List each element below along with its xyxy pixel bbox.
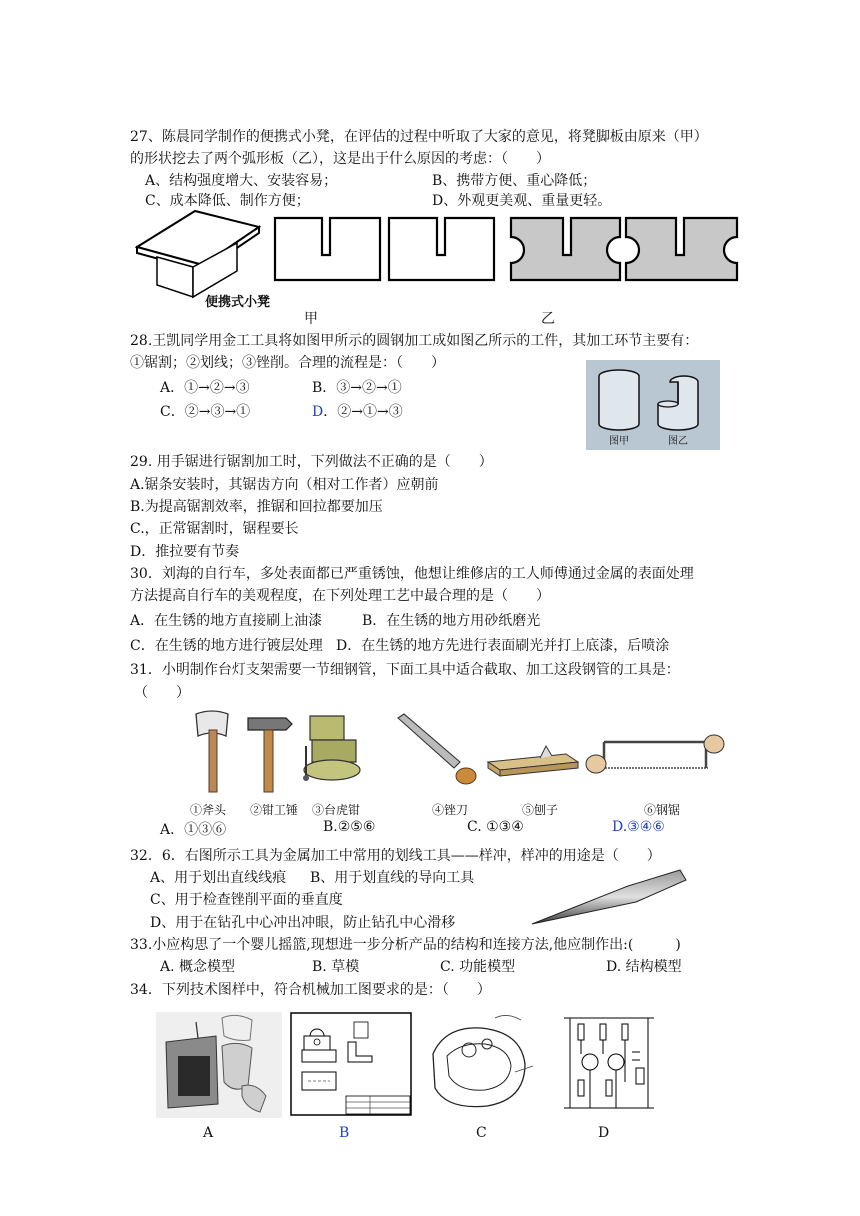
tool-1-label: ①斧头 [190, 803, 227, 817]
q31-option-b: B.②⑤⑥ [323, 819, 376, 835]
q28-stem-line1: 28.王凯同学用金工工具将如图甲所示的圆钢加工成如图乙所示的工件，其加工环节主要有： [130, 333, 699, 349]
plate-jia-figure [272, 215, 497, 283]
q34-label-c: C [476, 1125, 487, 1141]
q29-option-c: C.，正常锯割时，锯程要长 [130, 521, 299, 537]
q34-label-a: A [203, 1125, 214, 1141]
q33-stem: 33.小应构思了一个婴儿摇篮,现想进一步分析产品的结构和连接方法,他应制作出:( ) [130, 937, 681, 953]
q31-stem-line2: （ ） [134, 685, 190, 701]
drawing-a-sketch-render [156, 1012, 282, 1118]
q28-option-b: B．③→②→① [312, 380, 402, 396]
label-yi: 乙 [541, 311, 555, 327]
q31-stem-line1: 31．小明制作台灯支架需要一节细钢管，下面工具中适合截取、加工这段钢管的工具是： [130, 662, 680, 678]
q32-stem: 32．6．右图所示工具为金属加工中常用的划线工具——样冲，样冲的用途是（ ） [130, 848, 661, 864]
q28-option-c: C．②→③→① [160, 404, 251, 420]
portable-stool-figure [135, 205, 265, 300]
q30-option-c: C．在生锈的地方进行镀层处理 [130, 638, 323, 654]
stool-caption: 便携式小凳 [205, 295, 271, 310]
q29-stem: 29. 用手锯进行锯割加工时，下列做法不正确的是（ ） [130, 454, 493, 470]
fig-jia-label: 图甲 [609, 436, 629, 447]
q31-option-a: A．①③⑥ [160, 822, 227, 838]
q30-stem-line1: 30．刘海的自行车，多处表面都已严重锈蚀，他想让维修店的工人师傅通过金属的表面处理 [130, 566, 694, 582]
q34-label-b: B [339, 1125, 350, 1141]
label-jia: 甲 [304, 311, 318, 327]
q30-stem-line2: 方法提高自行车的美观程度，在下列处理工艺中最合理的是（ ） [130, 588, 550, 604]
plate-yi-figure [508, 215, 740, 283]
q27-option-b: B、携带方便、重心降低； [432, 173, 597, 189]
q33-option-a: A. 概念模型 [160, 959, 236, 975]
q27-stem-line2: 的形状挖去了两个弧形板（乙），这是出于什么原因的考虑：（ ） [130, 151, 550, 167]
hammer-figure [246, 712, 294, 794]
q34-label-d: D [598, 1125, 610, 1141]
q27-option-c: C、成本降低、制作方便； [145, 193, 310, 209]
q29-option-d: D．推拉要有节奏 [130, 544, 240, 560]
q30-option-a: A．在生锈的地方直接刷上油漆 [130, 613, 323, 629]
q28-option-d: D．②→①→③ [312, 404, 403, 420]
q29-option-a: A.锯条安装时，其锯齿方向（相对工作者）应朝前 [130, 477, 439, 493]
q30-option-d: D．在生锈的地方先进行表面刷光并打上底漆，后喷涂 [336, 638, 670, 654]
q32-option-a: A、用于划出直线线痕 [150, 870, 287, 886]
q29-option-b: B.为提高锯割效率，推锯和回拉都要加压 [130, 499, 383, 515]
drawing-d-circuit [560, 1012, 658, 1114]
fig-yi-label: 图乙 [668, 436, 688, 447]
tool-5-label: ⑤刨子 [522, 803, 559, 817]
axe-figure [192, 708, 234, 794]
q28-option-a: A．①→②→③ [160, 380, 250, 396]
q33-option-d: D. 结构模型 [606, 959, 682, 975]
q33-option-c: C. 功能模型 [440, 959, 516, 975]
tool-3-label: ③台虎钳 [312, 803, 361, 817]
q32-option-c: C、用于检查锉削平面的垂直度 [150, 892, 343, 908]
q30-option-b: B．在生锈的地方用砂纸磨光 [362, 613, 541, 629]
workpiece-figure [586, 360, 720, 450]
drawing-b-engineering [290, 1012, 412, 1116]
q31-option-d: D.③④⑥ [612, 819, 665, 835]
drawing-c-freehand [425, 1008, 537, 1116]
tool-4-label: ④锉刀 [432, 803, 469, 817]
q27-option-d: D、外观更美观、重量更轻。 [432, 193, 612, 209]
bench-vise-figure [298, 706, 368, 786]
hacksaw-figure [584, 728, 728, 780]
q28-stem-line2: ①锯割；②划线；③锉削。合理的流程是：（ ） [130, 355, 445, 371]
q27-option-a: A、结构强度增大、安装容易； [145, 173, 338, 189]
tool-6-label: ⑥钢锯 [644, 803, 681, 817]
q34-stem: 34．下列技术图样中，符合机械加工图要求的是：（ ） [130, 982, 491, 998]
center-punch-figure [530, 864, 690, 930]
tool-2-label: ②钳工锤 [250, 803, 299, 817]
q27-stem-line1: 27、陈晨同学制作的便携式小凳，在评估的过程中听取了大家的意见，将凳脚板由原来（甲） [130, 129, 708, 145]
file-figure [394, 712, 486, 790]
q32-option-b: B、用于划直线的导向工具 [310, 870, 475, 886]
q32-option-d: D、用于在钻孔中心冲出冲眼，防止钻孔中心滑移 [150, 915, 456, 931]
q33-option-b: B. 草模 [312, 959, 360, 975]
q31-option-c: C. ①③④ [467, 819, 524, 835]
plane-figure [486, 744, 582, 780]
